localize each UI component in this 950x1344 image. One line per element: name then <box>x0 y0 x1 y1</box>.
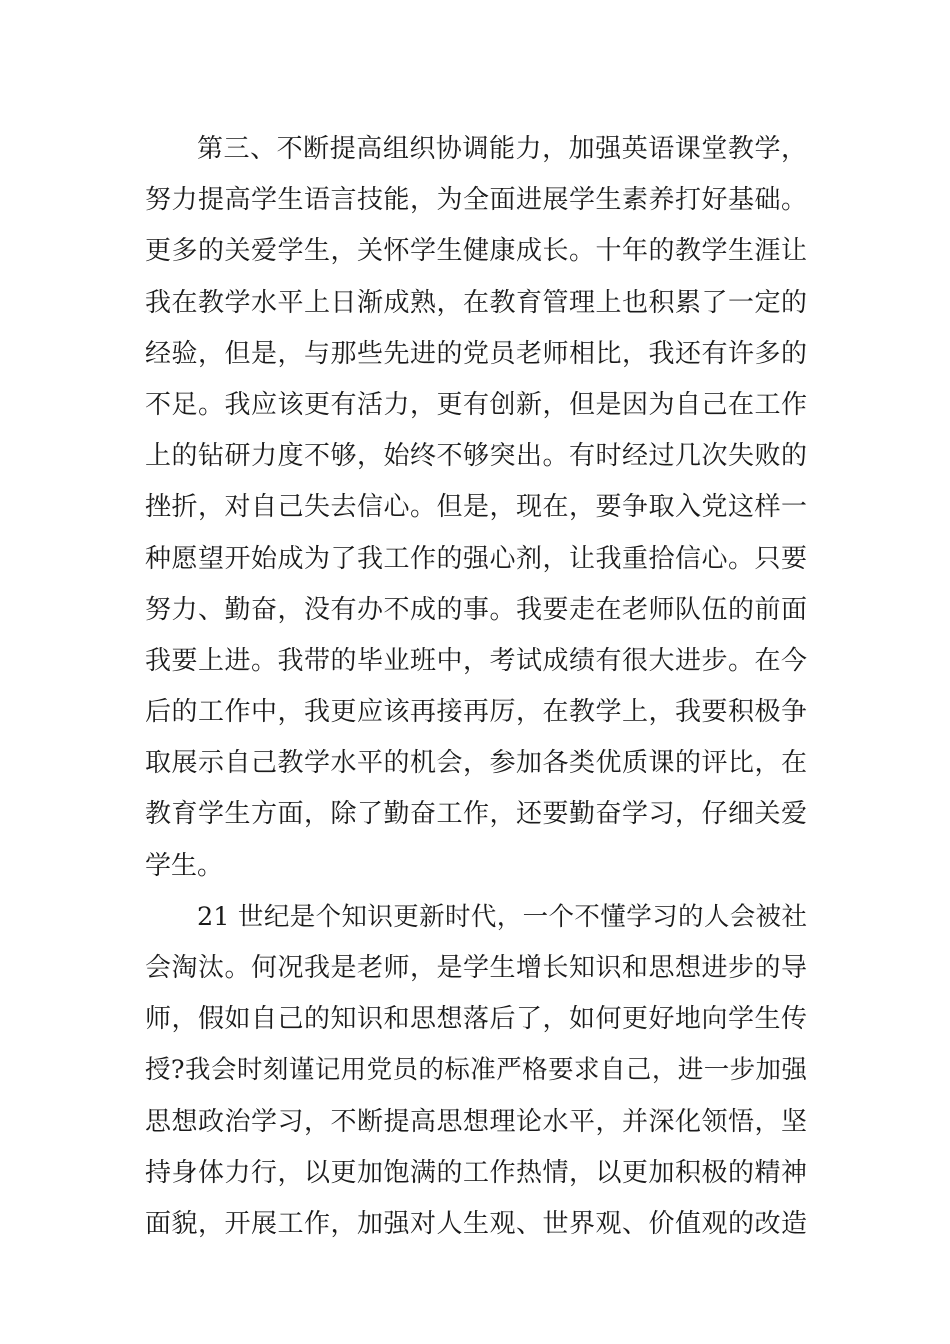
text-line: 不足。我应该更有活力，更有创新，但是因为自己在工作 <box>145 389 807 420</box>
text-line: 师，假如自己的知识和思想落后了，如何更好地向学生传 <box>145 1004 807 1035</box>
text-line: 教育学生方面，除了勤奋工作，还要勤奋学习，仔细关爱 <box>145 799 807 830</box>
text-line: 第三、不断提高组织协调能力，加强英语课堂教学， <box>197 134 807 164</box>
paragraph-1 <box>145 124 807 892</box>
text-line: 种愿望开始成为了我工作的强心剂，让我重拾信心。只要 <box>145 543 807 574</box>
text-line: 后的工作中，我更应该再接再厉，在教学上，我要积极争 <box>145 697 807 728</box>
text-line: 取展示自己教学水平的机会，参加各类优质课的评比，在 <box>145 748 807 779</box>
text-line: 21 世纪是个知识更新时代，一个不懂学习的人会被社 <box>197 901 807 932</box>
text-line: 经验，但是，与那些先进的党员老师相比，我还有许多的 <box>145 338 807 369</box>
text-line: 我在教学水平上日渐成熟，在教育管理上也积累了一定的 <box>145 287 807 318</box>
text-line: 授?我会时刻谨记用党员的标准严格要求自己，进一步加强 <box>145 1055 807 1086</box>
text-line: 我要上进。我带的毕业班中，考试成绩有很大进步。在今 <box>145 645 807 676</box>
document-body <box>145 124 807 1250</box>
text-line: 思想政治学习，不断提高思想理论水平，并深化领悟，坚 <box>145 1106 807 1137</box>
text-line: 努力、勤奋，没有办不成的事。我要走在老师队伍的前面 <box>145 594 807 625</box>
text-line: 持身体力行，以更加饱满的工作热情，以更加积极的精神 <box>145 1157 807 1188</box>
text-line: 学生。 <box>145 850 224 881</box>
paragraph-2 <box>145 892 807 1250</box>
text-line: 面貌，开展工作，加强对人生观、世界观、价值观的改造 <box>145 1208 807 1239</box>
text-line: 上的钻研力度不够，始终不够突出。有时经过几次失败的 <box>145 441 807 472</box>
text-line: 挫折，对自己失去信心。但是，现在，要争取入党这样一 <box>145 492 807 523</box>
text-line: 努力提高学生语言技能，为全面进展学生素养打好基础。 <box>145 185 807 216</box>
text-line: 更多的关爱学生，关怀学生健康成长。十年的教学生涯让 <box>145 236 807 267</box>
text-line: 会淘汰。何况我是老师，是学生增长知识和思想进步的导 <box>145 953 807 983</box>
